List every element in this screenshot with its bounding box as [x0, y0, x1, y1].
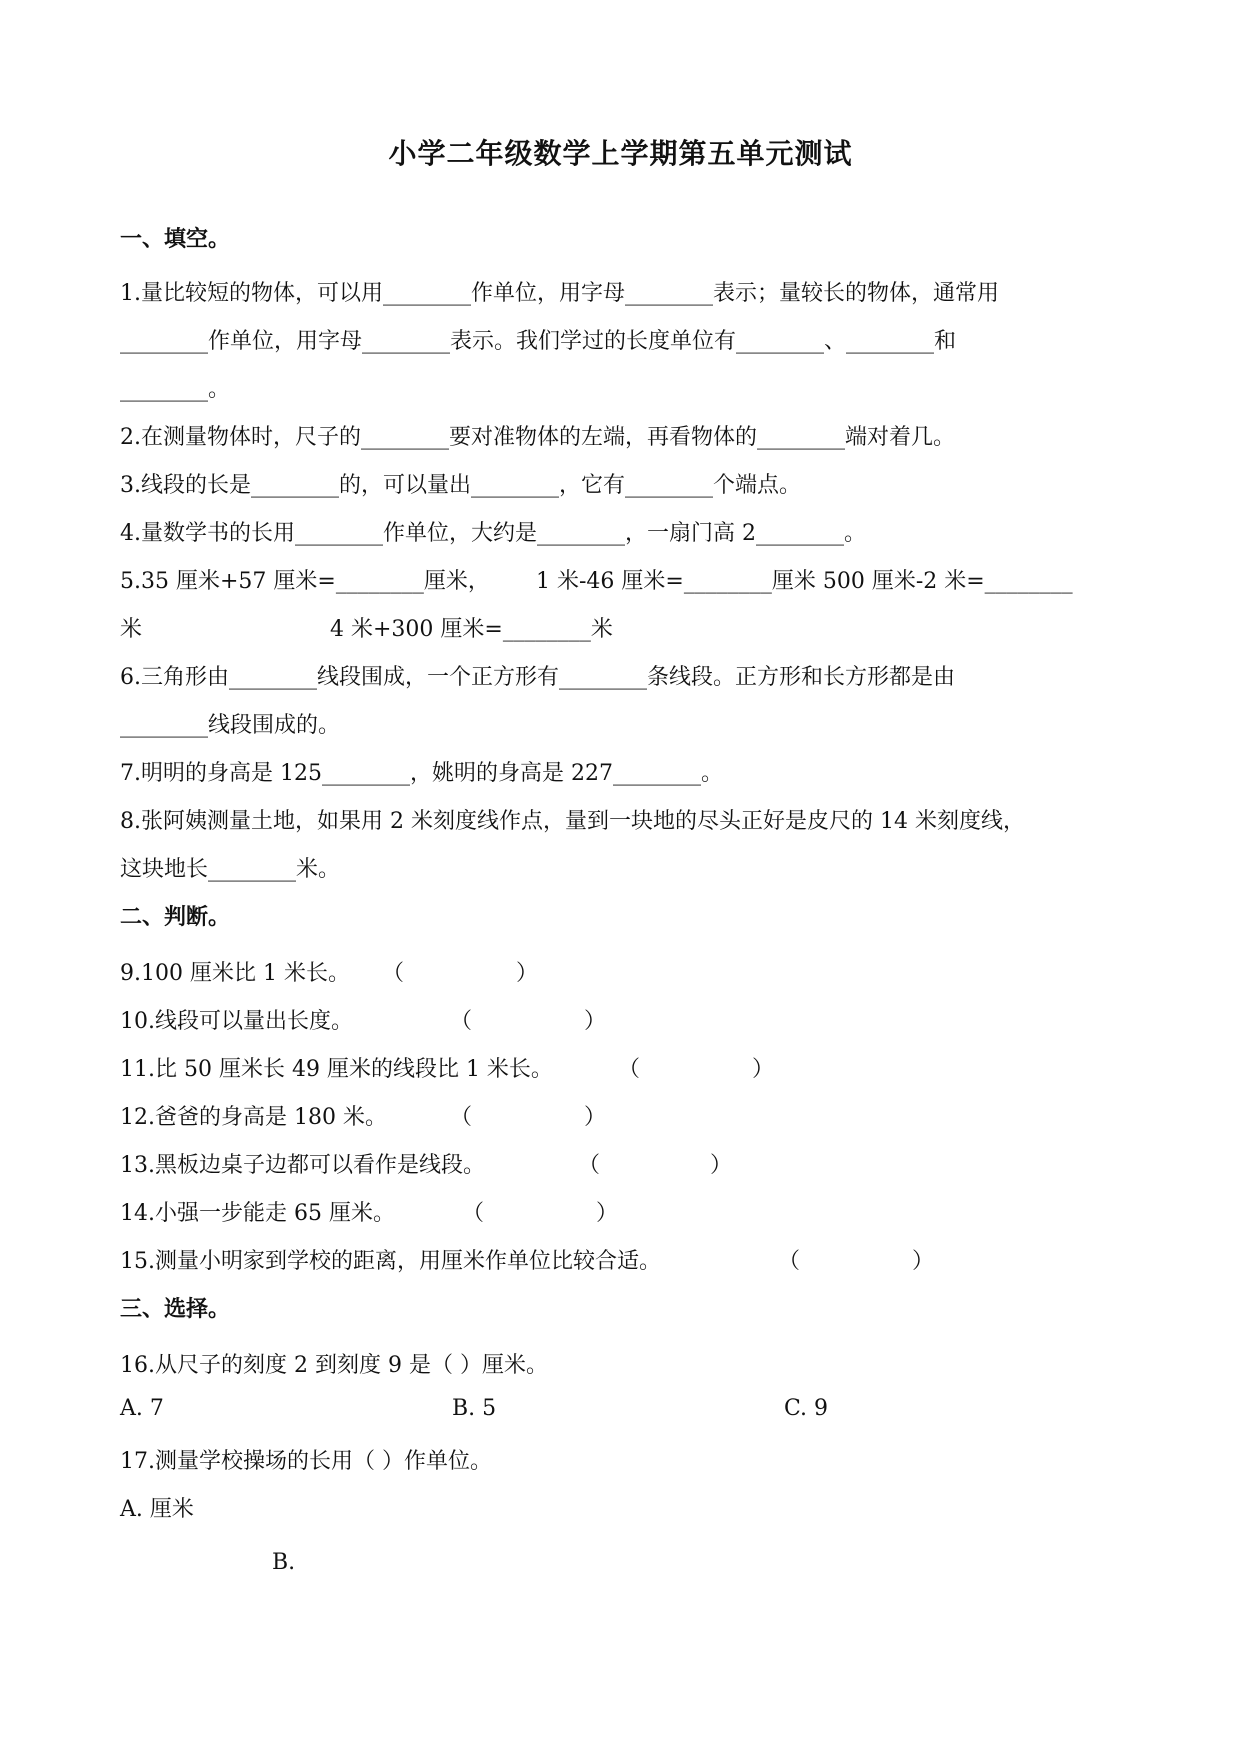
- answer-paren-open: （: [450, 1105, 473, 1130]
- question-6-line-2: ________线段围成的。: [120, 713, 341, 738]
- question-7: 7.明明的身高是 125________，姚明的身高是 227________。: [120, 761, 723, 786]
- question-16-option-a: A. 7: [120, 1396, 164, 1421]
- question-10: 10.线段可以量出长度。: [120, 1009, 353, 1034]
- section-heading-judge: 二、判断。: [120, 904, 231, 930]
- answer-paren-close: ）: [912, 1249, 935, 1274]
- answer-paren-close: ）: [584, 1105, 607, 1130]
- question-1-line-2: ________作单位，用字母________表示。我们学过的长度单位有________、________和: [120, 329, 957, 354]
- answer-paren-close: ）: [752, 1057, 775, 1082]
- question-17-option-a: A. 厘米: [120, 1497, 194, 1522]
- page-title: 小学二年级数学上学期第五单元测试: [388, 137, 853, 170]
- question-16-option-c: C. 9: [784, 1396, 829, 1421]
- question-9: 9.100 厘米比 1 米长。: [120, 961, 350, 986]
- question-5-part-2: 1 米-46 厘米=________厘米 500 厘米-2 米=________: [536, 569, 1073, 594]
- question-2: 2.在测量物体时，尺子的________要对准物体的左端，再看物体的________端对着几。: [120, 425, 955, 450]
- section-heading-fill: 一、填空。: [120, 226, 231, 252]
- answer-paren-close: ）: [516, 961, 539, 986]
- question-4: 4.量数学书的长用________作单位，大约是________，一扇门高 2________。: [120, 521, 866, 546]
- answer-paren-close: ）: [584, 1009, 607, 1034]
- answer-paren-open: （: [450, 1009, 473, 1034]
- question-8-line-1: 8.张阿姨测量土地，如果用 2 米刻度线作点，量到一块地的尽头正好是皮尺的 14 米刻度线，: [120, 809, 1025, 834]
- answer-paren-open: （: [618, 1057, 641, 1082]
- question-5-part-3: 米: [120, 617, 143, 642]
- question-16: 16.从尺子的刻度 2 到刻度 9 是（ ）厘米。: [120, 1353, 548, 1378]
- question-17-option-b: B.: [272, 1550, 296, 1575]
- answer-paren-open: （: [382, 961, 405, 986]
- answer-paren-open: （: [778, 1249, 801, 1274]
- question-16-option-b: B. 5: [452, 1396, 497, 1421]
- question-13: 13.黑板边桌子边都可以看作是线段。: [120, 1153, 485, 1178]
- answer-paren-open: （: [578, 1153, 601, 1178]
- answer-paren-close: ）: [596, 1201, 619, 1226]
- question-15: 15.测量小明家到学校的距离，用厘米作单位比较合适。: [120, 1249, 661, 1274]
- question-5-part-4: 4 米+300 厘米=________米: [330, 617, 613, 642]
- question-1-line-3: ________。: [120, 377, 231, 402]
- question-6-line-1: 6.三角形由________线段围成，一个正方形有________条线段。正方形和长方形都是由: [120, 665, 955, 690]
- section-heading-choice: 三、选择。: [120, 1296, 231, 1322]
- question-5-part-1: 5.35 厘米+57 厘米=________厘米，: [120, 569, 490, 594]
- question-14: 14.小强一步能走 65 厘米。: [120, 1201, 395, 1226]
- question-12: 12.爸爸的身高是 180 米。: [120, 1105, 387, 1130]
- question-11: 11.比 50 厘米长 49 厘米的线段比 1 米长。: [120, 1057, 553, 1082]
- question-17: 17.测量学校操场的长用（ ）作单位。: [120, 1449, 492, 1474]
- answer-paren-open: （: [462, 1201, 485, 1226]
- question-3: 3.线段的长是________的，可以量出________，它有________个端点。: [120, 473, 801, 498]
- question-8-line-2: 这块地长________米。: [120, 857, 341, 882]
- question-1-line-1: 1.量比较短的物体，可以用________作单位，用字母________表示；量较长的物体，通常用: [120, 281, 999, 306]
- answer-paren-close: ）: [710, 1153, 733, 1178]
